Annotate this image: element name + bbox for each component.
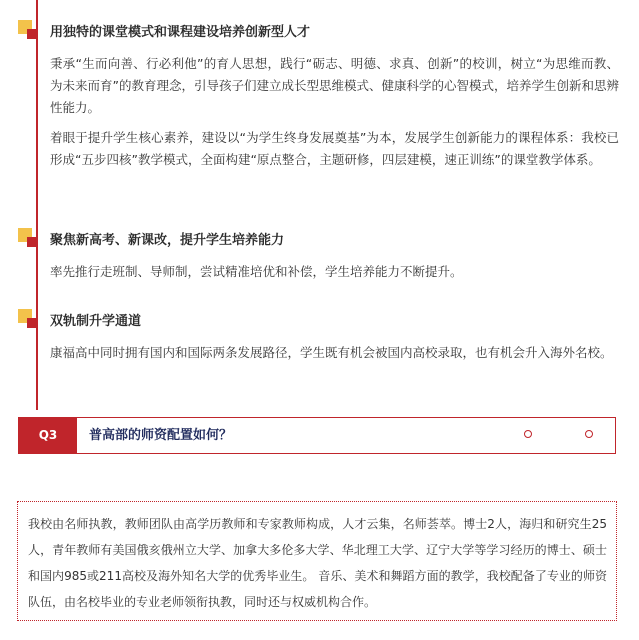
- section-title: 用独特的课堂模式和课程建设培养创新型人才: [50, 25, 311, 40]
- section-marker-icon: [18, 20, 38, 40]
- section-dual-track: [18, 309, 619, 399]
- faculty-answer-text: 我校由名师执教，教师团队由高学历教师和专家教师构成，人才云集，名师荟萃。博士2人，海归和研究生25人，青年教师有美国俄亥俄州立大学、加拿大多伦多大学、华北理工大学、辽宁大学等学习经历的博士、硕士和国内985或211高校及海外知名大学的优秀毕业生。 音乐、美术和舞蹈方面的教学，我校配备了专业的师资队伍，由名校毕业的专业老师领衔执教，同时还与权威机构合作。: [28, 517, 607, 609]
- circle-dot-icon: [524, 430, 532, 438]
- section-paragraph: 率先推行走班制、导师制，尝试精准培优和补偿，学生培养能力不断提升。: [50, 264, 463, 279]
- section-marker-icon: [18, 309, 38, 329]
- circle-dot-icon: [585, 430, 593, 438]
- section-classroom-model: [18, 20, 619, 200]
- section-title: 双轨制升学通道: [50, 314, 142, 329]
- question-text: 普高部的师资配置如何？: [89, 428, 233, 443]
- section-paragraph: 着眼于提升学生核心素养，建设以“为学生终身发展奠基”为本，发展学生创新能力的课程体系：我校已形成“五步四核”教学模式，全面构建“原点整合，主题研修，四层建模，速正训练”的课堂教学体系。: [50, 130, 619, 167]
- faculty-answer-box: [17, 501, 617, 621]
- section-paragraph: 康福高中同时拥有国内和国际两条发展路径，学生既有机会被国内高校录取，也有机会升入海外名校。: [50, 345, 613, 360]
- section-new-gaokao: [18, 228, 619, 288]
- section-paragraph: 秉承“生而向善、行必利他”的育人思想，践行“砺志、明德、求真、创新”的校训，树立“为思维而教、为未来而育”的教育理念，引导孩子们建立成长型思维模式、健康科学的心智模式，培养学生创新和思辨性能力。: [50, 56, 619, 115]
- section-marker-icon: [18, 228, 38, 248]
- section-title: 聚焦新高考、新课改，提升学生培养能力: [50, 233, 285, 248]
- question-bar: [18, 417, 616, 454]
- question-badge: Q3: [19, 418, 77, 453]
